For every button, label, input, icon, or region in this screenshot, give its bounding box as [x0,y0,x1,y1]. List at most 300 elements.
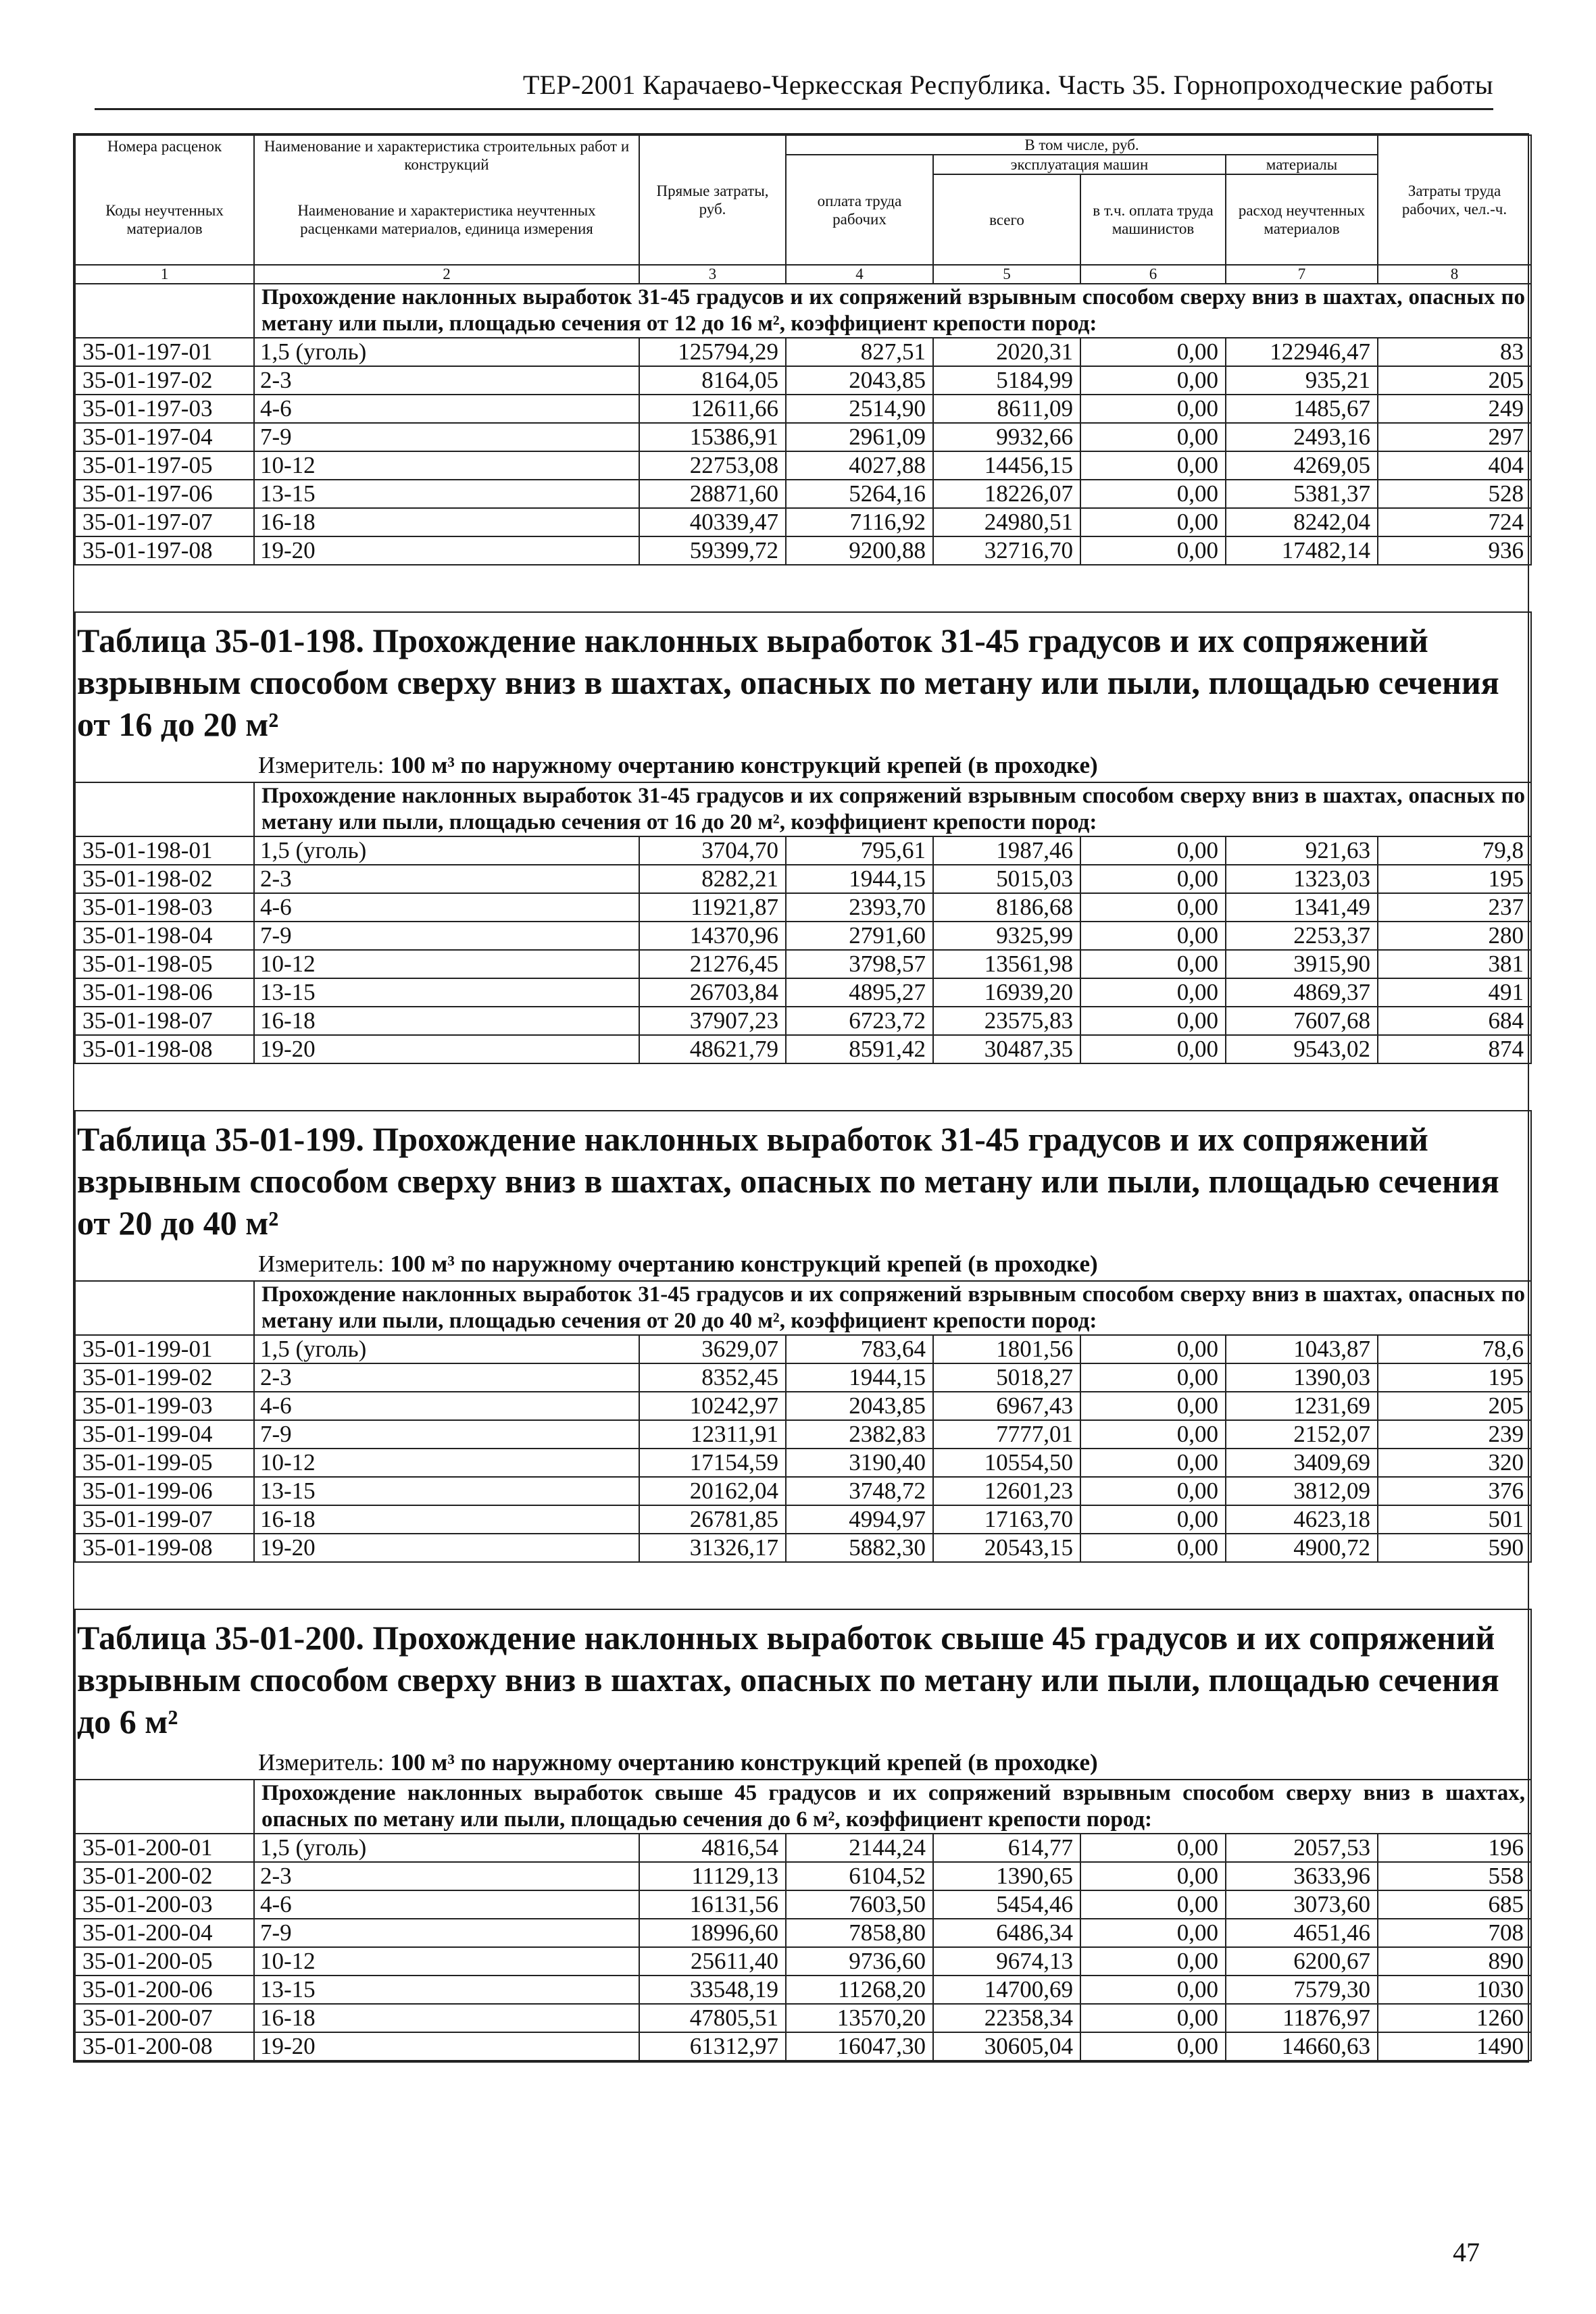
materials-cost: 3633,96 [1226,1862,1378,1890]
table-title-row [75,612,1531,782]
direct-costs: 21276,45 [639,950,786,978]
operator-pay: 0,00 [1080,950,1226,978]
materials-cost: 921,63 [1226,836,1378,865]
labor-hours: 78,6 [1378,1335,1531,1363]
materials-cost: 2493,16 [1226,423,1378,451]
col-header-machine-operation: эксплуатация машин [933,155,1226,174]
table-row [75,536,1531,565]
materials-cost: 3812,09 [1226,1477,1378,1505]
materials-cost: 4869,37 [1226,978,1378,1007]
labor-pay: 11268,20 [786,1976,933,2004]
materials-cost: 9543,02 [1226,1035,1378,1063]
column-index: 6 [1080,265,1226,284]
machines-total: 5184,99 [933,366,1080,395]
materials-cost: 935,21 [1226,366,1378,395]
labor-hours: 376 [1378,1477,1531,1505]
labor-hours: 205 [1378,366,1531,395]
operator-pay: 0,00 [1080,1834,1226,1862]
rate-code: 35-01-197-03 [75,395,254,423]
operator-pay: 0,00 [1080,1335,1226,1363]
direct-costs: 16131,56 [639,1890,786,1919]
measure-label: Измеритель: [258,1251,384,1277]
machines-total: 6967,43 [933,1392,1080,1420]
machines-total: 32716,70 [933,536,1080,565]
operator-pay: 0,00 [1080,1919,1226,1947]
rock-hardness: 1,5 (уголь) [254,1335,639,1363]
machines-total: 10554,50 [933,1449,1080,1477]
rate-code: 35-01-199-06 [75,1477,254,1505]
direct-costs: 11129,13 [639,1862,786,1890]
direct-costs: 14370,96 [639,922,786,950]
col-header-group-including: В том числе, руб. [786,135,1378,155]
measure-unit [258,1749,1524,1779]
labor-hours: 249 [1378,395,1531,423]
section-heading: Прохождение наклонных выработок 31-45 градусов и их сопряжений взрывным способом сверху вниз в шахтах, опасных по метану или пыли, площадью сечения от 16 до 20 м², коэффициент крепости пород: [254,782,1531,836]
labor-pay: 1944,15 [786,1363,933,1392]
materials-cost: 122946,47 [1226,338,1378,366]
rock-hardness: 10-12 [254,1449,639,1477]
block-gap [75,1562,1531,1609]
operator-pay: 0,00 [1080,1420,1226,1449]
operator-pay: 0,00 [1080,536,1226,565]
rock-hardness: 2-3 [254,366,639,395]
table-row [75,366,1531,395]
direct-costs: 12611,66 [639,395,786,423]
table-row [75,978,1531,1007]
labor-hours: 320 [1378,1449,1531,1477]
machines-total: 9674,13 [933,1947,1080,1976]
table-caption: Прохождение наклонных выработок 31-45 градусов и их сопряжений взрывным способом сверху вниз в шахтах, опасных по метану или пыли, площадью сечения от 20 до 40 м² [77,1120,1499,1242]
rock-hardness: 4-6 [254,395,639,423]
machines-total: 23575,83 [933,1007,1080,1035]
machines-total: 8611,09 [933,395,1080,423]
operator-pay: 0,00 [1080,423,1226,451]
labor-pay: 3190,40 [786,1449,933,1477]
direct-costs: 37907,23 [639,1007,786,1035]
direct-costs: 22753,08 [639,451,786,480]
page-number: 47 [1453,2237,1480,2267]
labor-hours: 239 [1378,1420,1531,1449]
rock-hardness: 7-9 [254,423,639,451]
rate-code: 35-01-198-08 [75,1035,254,1063]
rate-code: 35-01-199-04 [75,1420,254,1449]
table-row [75,2032,1531,2061]
table-title [76,620,1524,745]
operator-pay: 0,00 [1080,2004,1226,2032]
operator-pay: 0,00 [1080,1392,1226,1420]
machines-total: 5454,46 [933,1890,1080,1919]
labor-pay: 1944,15 [786,865,933,893]
rock-hardness: 13-15 [254,1477,639,1505]
measure-unit [258,752,1524,782]
column-index: 2 [254,265,639,284]
labor-hours: 1030 [1378,1976,1531,2004]
table-row [75,508,1531,536]
materials-cost: 3915,90 [1226,950,1378,978]
operator-pay: 0,00 [1080,366,1226,395]
operator-pay: 0,00 [1080,865,1226,893]
machines-total: 18226,07 [933,480,1080,508]
measure-text: 100 м³ по наружному очертанию конструкций крепей (в проходке) [390,1251,1098,1277]
rock-hardness: 13-15 [254,978,639,1007]
section-heading-row [75,782,1531,836]
labor-pay: 2393,70 [786,893,933,922]
labor-pay: 2382,83 [786,1420,933,1449]
table-row [75,1890,1531,1919]
operator-pay: 0,00 [1080,1363,1226,1392]
rock-hardness: 19-20 [254,536,639,565]
machines-total: 2020,31 [933,338,1080,366]
labor-hours: 1260 [1378,2004,1531,2032]
labor-pay: 3748,72 [786,1477,933,1505]
labor-pay: 16047,30 [786,2032,933,2061]
table-title [76,1617,1524,1742]
labor-pay: 7116,92 [786,508,933,536]
rate-code: 35-01-200-04 [75,1919,254,1947]
rate-code: 35-01-197-02 [75,366,254,395]
table-title-row [75,1609,1531,1780]
column-index: 4 [786,265,933,284]
operator-pay: 0,00 [1080,978,1226,1007]
materials-cost: 2253,37 [1226,922,1378,950]
materials-cost: 2152,07 [1226,1420,1378,1449]
table-caption: Прохождение наклонных выработок свыше 45 градусов и их сопряжений взрывным способом сверху вниз в шахтах, опасных по метану или пыли, площадью сечения до 6 м² [77,1619,1499,1740]
rock-hardness: 19-20 [254,1534,639,1562]
machines-total: 20543,15 [933,1534,1080,1562]
rate-code: 35-01-200-06 [75,1976,254,2004]
labor-pay: 8591,42 [786,1035,933,1063]
column-index: 3 [639,265,786,284]
measure-label: Измеритель: [258,752,384,778]
direct-costs: 3629,07 [639,1335,786,1363]
measure-label: Измеритель: [258,1749,384,1776]
table-row [75,1834,1531,1862]
machines-total: 13561,98 [933,950,1080,978]
materials-cost: 1390,03 [1226,1363,1378,1392]
direct-costs: 48621,79 [639,1035,786,1063]
rock-hardness: 19-20 [254,2032,639,2061]
col-header-rate-number: Номера расценок [75,135,254,174]
rate-code: 35-01-198-06 [75,978,254,1007]
rock-hardness: 16-18 [254,1007,639,1035]
labor-hours: 205 [1378,1392,1531,1420]
table-row [75,1007,1531,1035]
rock-hardness: 10-12 [254,950,639,978]
labor-pay: 9736,60 [786,1947,933,1976]
labor-pay: 2514,90 [786,395,933,423]
labor-pay: 7603,50 [786,1890,933,1919]
labor-pay: 6104,52 [786,1862,933,1890]
rock-hardness: 4-6 [254,1890,639,1919]
labor-hours: 685 [1378,1890,1531,1919]
operator-pay: 0,00 [1080,480,1226,508]
table-row [75,1477,1531,1505]
rate-code: 35-01-199-08 [75,1534,254,1562]
direct-costs: 15386,91 [639,423,786,451]
table-row [75,395,1531,423]
table-row [75,893,1531,922]
rock-hardness: 13-15 [254,1976,639,2004]
direct-costs: 47805,51 [639,2004,786,2032]
rock-hardness: 16-18 [254,1505,639,1534]
operator-pay: 0,00 [1080,338,1226,366]
materials-cost: 4651,46 [1226,1919,1378,1947]
operator-pay: 0,00 [1080,451,1226,480]
table-row [75,1919,1531,1947]
materials-cost: 1341,49 [1226,893,1378,922]
machines-total: 5015,03 [933,865,1080,893]
table-row [75,1947,1531,1976]
col-header-material-codes: Коды неучтенных материалов [75,174,254,265]
rock-hardness: 1,5 (уголь) [254,1834,639,1862]
materials-cost: 4623,18 [1226,1505,1378,1534]
column-header [75,135,1531,284]
table-row [75,865,1531,893]
table-row [75,1505,1531,1534]
operator-pay: 0,00 [1080,1862,1226,1890]
direct-costs: 31326,17 [639,1534,786,1562]
rock-hardness: 19-20 [254,1035,639,1063]
labor-hours: 558 [1378,1862,1531,1890]
section-heading-row [75,284,1531,338]
machines-total: 30487,35 [933,1035,1080,1063]
table-row [75,836,1531,865]
rock-hardness: 16-18 [254,508,639,536]
operator-pay: 0,00 [1080,508,1226,536]
rock-hardness: 2-3 [254,1363,639,1392]
table-caption: Прохождение наклонных выработок 31-45 градусов и их сопряжений взрывным способом сверху вниз в шахтах, опасных по метану или пыли, площадью сечения от 16 до 20 м² [77,622,1499,743]
col-header-direct-costs: Прямые затраты, руб. [639,135,786,265]
labor-hours: 491 [1378,978,1531,1007]
labor-pay: 13570,20 [786,2004,933,2032]
machines-total: 614,77 [933,1834,1080,1862]
labor-hours: 404 [1378,451,1531,480]
rock-hardness: 2-3 [254,865,639,893]
section-heading-row [75,1780,1531,1834]
direct-costs: 20162,04 [639,1477,786,1505]
rate-code: 35-01-197-04 [75,423,254,451]
machines-total: 9932,66 [933,423,1080,451]
col-header-labor-hours: Затраты труда рабочих, чел.-ч. [1378,135,1531,265]
labor-hours: 1490 [1378,2032,1531,2061]
labor-pay: 2043,85 [786,366,933,395]
col-header-machines-total: всего [933,174,1080,265]
rock-hardness: 16-18 [254,2004,639,2032]
direct-costs: 3704,70 [639,836,786,865]
running-header: ТЕР-2001 Карачаево-Черкесская Республика. Часть 35. Горнопроходческие работы [522,70,1493,100]
labor-hours: 381 [1378,950,1531,978]
table-title [76,1118,1524,1244]
rate-code: 35-01-200-07 [75,2004,254,2032]
labor-hours: 195 [1378,865,1531,893]
labor-pay: 2961,09 [786,423,933,451]
rate-code: 35-01-197-06 [75,480,254,508]
rate-code: 35-01-198-04 [75,922,254,950]
labor-pay: 4994,97 [786,1505,933,1534]
materials-cost: 2057,53 [1226,1834,1378,1862]
col-header-material-name: Наименование и характеристика неучтенных расценками материалов, единица измерения [254,174,639,265]
measure-text: 100 м³ по наружному очертанию конструкций крепей (в проходке) [390,752,1098,778]
machines-total: 14456,15 [933,451,1080,480]
direct-costs: 8164,05 [639,366,786,395]
rate-code: 35-01-199-02 [75,1363,254,1392]
rock-hardness: 2-3 [254,1862,639,1890]
col-header-work-name: Наименование и характеристика строительных работ и конструкций [254,135,639,174]
labor-hours: 83 [1378,338,1531,366]
rate-code: 35-01-200-08 [75,2032,254,2061]
labor-hours: 297 [1378,423,1531,451]
column-index: 5 [933,265,1080,284]
machines-total: 9325,99 [933,922,1080,950]
materials-cost: 3409,69 [1226,1449,1378,1477]
direct-costs: 26781,85 [639,1505,786,1534]
rate-code: 35-01-198-05 [75,950,254,978]
machines-total: 16939,20 [933,978,1080,1007]
table-row [75,2004,1531,2032]
machines-total: 22358,34 [933,2004,1080,2032]
block-gap [75,1063,1531,1111]
direct-costs: 40339,47 [639,508,786,536]
machines-total: 6486,34 [933,1919,1080,1947]
labor-hours: 501 [1378,1505,1531,1534]
direct-costs: 61312,97 [639,2032,786,2061]
table-row [75,1862,1531,1890]
operator-pay: 0,00 [1080,1477,1226,1505]
operator-pay: 0,00 [1080,922,1226,950]
labor-pay: 5264,16 [786,480,933,508]
table-number: Таблица 35-01-198. [77,622,364,659]
rate-code: 35-01-197-05 [75,451,254,480]
labor-pay: 3798,57 [786,950,933,978]
table-row [75,1976,1531,2004]
direct-costs: 8352,45 [639,1363,786,1392]
machines-total: 8186,68 [933,893,1080,922]
rock-hardness: 7-9 [254,922,639,950]
table-body [75,284,1531,2061]
table-row [75,1035,1531,1063]
labor-pay: 5882,30 [786,1534,933,1562]
labor-pay: 9200,88 [786,536,933,565]
labor-pay: 4027,88 [786,451,933,480]
col-header-materials: материалы [1226,155,1378,174]
table-row [75,950,1531,978]
direct-costs: 18996,60 [639,1919,786,1947]
direct-costs: 10242,97 [639,1392,786,1420]
materials-cost: 1323,03 [1226,865,1378,893]
direct-costs: 26703,84 [639,978,786,1007]
labor-hours: 724 [1378,508,1531,536]
rate-code: 35-01-197-08 [75,536,254,565]
measure-unit [258,1251,1524,1280]
rate-code: 35-01-200-03 [75,1890,254,1919]
table-row [75,1335,1531,1363]
table-row [75,922,1531,950]
rate-code: 35-01-200-01 [75,1834,254,1862]
direct-costs: 59399,72 [639,536,786,565]
direct-costs: 12311,91 [639,1420,786,1449]
machines-total: 24980,51 [933,508,1080,536]
rock-hardness: 1,5 (уголь) [254,338,639,366]
labor-hours: 528 [1378,480,1531,508]
rock-hardness: 10-12 [254,451,639,480]
materials-cost: 6200,67 [1226,1947,1378,1976]
rate-code: 35-01-200-05 [75,1947,254,1976]
materials-cost: 7579,30 [1226,1976,1378,2004]
labor-pay: 7858,80 [786,1919,933,1947]
column-index: 1 [75,265,254,284]
machines-total: 30605,04 [933,2032,1080,2061]
materials-cost: 11876,97 [1226,2004,1378,2032]
labor-pay: 783,64 [786,1335,933,1363]
col-header-material-consumption: расход неучтенных материалов [1226,174,1378,265]
measure-text: 100 м³ по наружному очертанию конструкций крепей (в проходке) [390,1749,1098,1776]
operator-pay: 0,00 [1080,395,1226,423]
section-heading: Прохождение наклонных выработок 31-45 градусов и их сопряжений взрывным способом сверху вниз в шахтах, опасных по метану или пыли, площадью сечения от 20 до 40 м², коэффициент крепости пород: [254,1281,1531,1335]
machines-total: 12601,23 [933,1477,1080,1505]
rock-hardness: 10-12 [254,1947,639,1976]
machines-total: 7777,01 [933,1420,1080,1449]
direct-costs: 28871,60 [639,480,786,508]
section-heading-row [75,1281,1531,1335]
table-number: Таблица 35-01-199. [77,1120,364,1158]
direct-costs: 25611,40 [639,1947,786,1976]
materials-cost: 1043,87 [1226,1335,1378,1363]
table-row [75,1420,1531,1449]
rate-code: 35-01-198-07 [75,1007,254,1035]
table-row [75,1363,1531,1392]
materials-cost: 1231,69 [1226,1392,1378,1420]
labor-pay: 6723,72 [786,1007,933,1035]
header-rule [95,108,1493,110]
column-index-row [75,265,1531,284]
rate-code: 35-01-197-01 [75,338,254,366]
labor-hours: 237 [1378,893,1531,922]
labor-hours: 196 [1378,1834,1531,1862]
labor-hours: 79,8 [1378,836,1531,865]
table-row [75,480,1531,508]
direct-costs: 11921,87 [639,893,786,922]
direct-costs: 8282,21 [639,865,786,893]
machines-total: 1390,65 [933,1862,1080,1890]
labor-hours: 590 [1378,1534,1531,1562]
labor-hours: 890 [1378,1947,1531,1976]
rate-code: 35-01-199-05 [75,1449,254,1477]
labor-hours: 936 [1378,536,1531,565]
operator-pay: 0,00 [1080,2032,1226,2061]
materials-cost: 1485,67 [1226,395,1378,423]
column-index: 7 [1226,265,1378,284]
machines-total: 17163,70 [933,1505,1080,1534]
rate-code: 35-01-198-03 [75,893,254,922]
rock-hardness: 4-6 [254,893,639,922]
rock-hardness: 4-6 [254,1392,639,1420]
labor-hours: 280 [1378,922,1531,950]
operator-pay: 0,00 [1080,1947,1226,1976]
operator-pay: 0,00 [1080,893,1226,922]
rate-code: 35-01-197-07 [75,508,254,536]
rate-code: 35-01-198-02 [75,865,254,893]
rate-code: 35-01-198-01 [75,836,254,865]
direct-costs: 4816,54 [639,1834,786,1862]
rate-code: 35-01-200-02 [75,1862,254,1890]
price-table-frame [73,133,1529,2063]
operator-pay: 0,00 [1080,1007,1226,1035]
table-row [75,451,1531,480]
materials-cost: 14660,63 [1226,2032,1378,2061]
materials-cost: 5381,37 [1226,480,1378,508]
col-header-operator-pay: в т.ч. оплата труда машинистов [1080,174,1226,265]
table-row [75,1392,1531,1420]
